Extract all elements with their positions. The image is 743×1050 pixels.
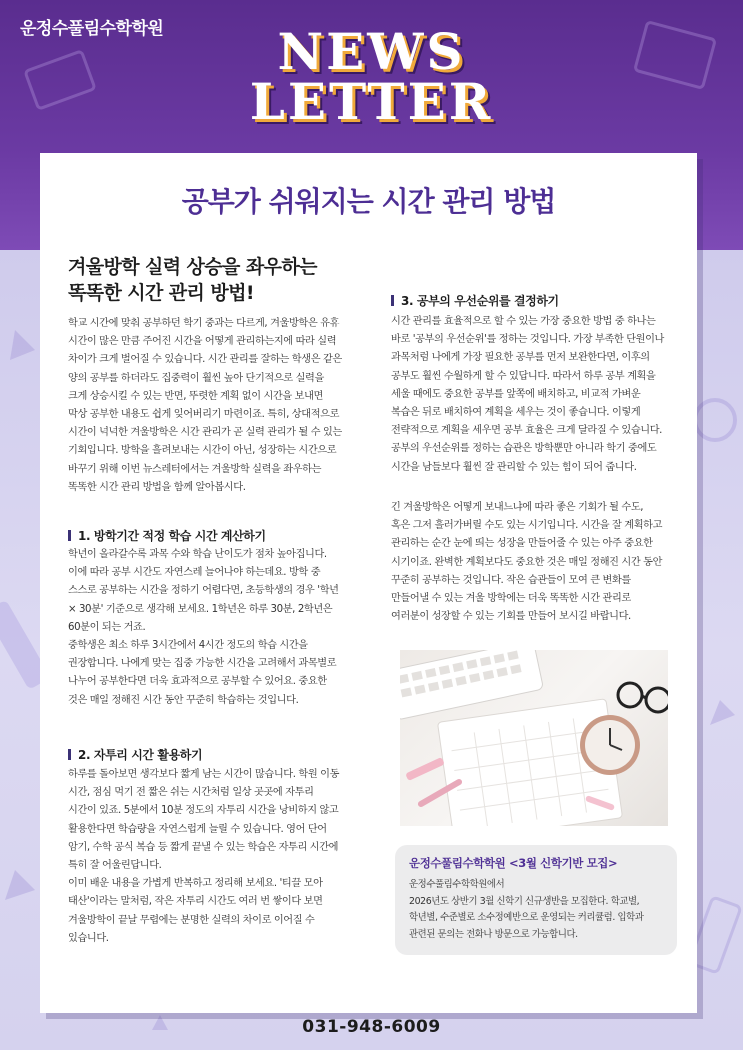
text-line: 이에 따라 공부 시간도 자연스레 늘어나야 하는데요. 방학 중: [68, 567, 321, 579]
text-line: 과목처럼 나에게 가장 필요한 공부를 먼저 보완한다면, 이후의: [391, 352, 650, 364]
text-line: 시간을 남들보다 훨씬 잘 관리할 수 있는 힘이 되어 줍니다.: [391, 461, 637, 473]
text-line: 나누어 공부한다면 더욱 효과적으로 공부할 수 있어요. 중요한: [68, 676, 327, 688]
text-line: 혹은 그저 흘러가버릴 수도 있는 시기입니다. 시간을 잘 계획하고: [391, 520, 663, 532]
text-line: 학교 시간에 맞춰 공부하던 학기 중과는 다르게, 겨울방학은 유휴: [68, 318, 340, 329]
section1-heading: [68, 527, 360, 544]
text-line: 전략적으로 계획을 세우면 공부 효율은 크게 달라질 수 있습니다.: [391, 425, 663, 437]
masthead-news: NEWS: [277, 22, 466, 81]
text-line: 바꾸기 위해 이번 뉴스레터에서는 겨울방학 실력을 좌우하는: [68, 463, 322, 475]
text-line: 시간이 있죠. 5분에서 10분 정도의 자투리 시간을 낭비하지 않고: [68, 805, 339, 817]
text-line: 긴 겨울방학은 어떻게 보내느냐에 따라 좋은 기회가 될 수도,: [391, 502, 644, 513]
text-line: 기회입니다. 방학을 흘려보내는 시간이 아닌, 성장하는 시간으로: [68, 445, 337, 457]
text-line: 시간이 넉넉한 겨울방학은 시간 관리가 곧 실력 관리가 될 수 있는: [68, 427, 342, 439]
academy-logo: 운정수풀림수학학원: [20, 19, 164, 39]
text-line: 양의 공부를 하더라도 집중력이 훨씬 높아 단기적으로 실력을: [68, 372, 324, 384]
text-line: 관련된 문의는 전화나 방문으로 가능합니다.: [409, 928, 578, 940]
text-line: 시기이죠. 완벽한 계획보다도 중요한 것은 매일 정해진 시간 동안: [391, 556, 663, 568]
closing-paragraph: [391, 499, 678, 626]
text-line: 세울 때에도 중요한 공부를 앞쪽에 배치하고, 비교적 가벼운: [391, 388, 641, 400]
desk-calendar-photo: [400, 650, 668, 826]
section-heading-text: 1. 방학기간 적정 학습 시간 계산하기: [78, 529, 266, 543]
text-line: 활용한다면 학습량을 자연스럽게 늘릴 수 있습니다. 영어 단어: [68, 823, 327, 835]
desk-calendar-illustration-icon: [400, 650, 668, 826]
text-line: × 30분' 기준으로 생각해 보세요. 1학년은 하루 30분, 2학년은: [68, 603, 333, 615]
text-line: 만들어낼 수 있는 겨울 방학에는 더욱 똑똑한 시간 관리로: [391, 593, 631, 605]
text-line: 있습니다.: [68, 932, 109, 944]
text-line: 학년이 올라갈수록 과목 수와 학습 난이도가 점차 높아집니다.: [68, 549, 327, 560]
section-heading-text: 2. 자투리 시간 활용하기: [78, 748, 203, 762]
text-line: 복습은 뒤로 배치하여 계획을 세우는 것이 좋습니다. 이렇게: [391, 407, 641, 419]
text-line: 운정수풀림수학학원에서: [409, 879, 505, 890]
text-line: 크게 상승시킬 수 있는 반면, 뚜렷한 계획 없이 시간을 보내면: [68, 390, 323, 402]
intro-heading: [68, 254, 368, 306]
phone-number: 031-948-6009: [302, 1017, 441, 1037]
text-line: 태산'이라는 말처럼, 작은 자투리 시간도 여러 번 쌓이다 보면: [68, 896, 323, 908]
section1-paragraph: [68, 546, 360, 710]
section-marker-icon: [68, 749, 71, 760]
text-line: 겨울방학이 끝날 무렵에는 분명한 실력의 차이로 이어질 수: [68, 914, 315, 926]
text-line: 특히 잘 어울린답니다.: [68, 860, 162, 872]
section3-paragraph: [391, 313, 678, 477]
notice-brand: 운정수풀림수학학원: [409, 856, 506, 870]
page-title: 공부가 쉬워지는 시간 관리 방법: [181, 185, 556, 218]
section-heading-text: 3. 공부의 우선순위를 결정하기: [401, 294, 559, 308]
masthead-letter: LETTER: [249, 72, 494, 131]
notice-text: [409, 877, 663, 943]
section2-heading: [68, 746, 360, 763]
intro-paragraph: [68, 315, 360, 497]
section3-heading: [391, 292, 678, 309]
text-line: 이미 배운 내용을 가볍게 반복하고 정리해 보세요. '티끌 모아: [68, 878, 323, 890]
text-line: 바로 '공부의 우선순위'를 정하는 것입니다. 가장 부족한 단원이나: [391, 334, 664, 346]
text-line: 똑똑한 시간 관리 방법을 함께 알아봅시다.: [68, 481, 246, 493]
enrollment-notice-box: [395, 845, 677, 955]
text-line: 암기, 수학 공식 복습 등 짧게 끝낼 수 있는 학습은 자투리 시간에: [68, 841, 339, 853]
notice-title: [409, 855, 663, 871]
text-line: 공부도 훨씬 수월하게 할 수 있답니다. 따라서 하루 공부 계획을: [391, 370, 656, 382]
section2-paragraph: [68, 766, 360, 948]
text-line: 권장합니다. 나에게 맞는 집중 가능한 시간을 고려해서 과목별로: [68, 658, 337, 670]
text-line: 차이가 크게 벌어질 수 있습니다. 시간 관리를 잘하는 학생은 같은: [68, 354, 342, 366]
text-line: 중학생은 최소 하루 3시간에서 4시간 정도의 학습 시간을: [68, 640, 308, 652]
section-marker-icon: [391, 295, 394, 306]
text-line: 관리하는 순간 눈에 띄는 성장을 만들어줄 수 있는 아주 중요한: [391, 538, 653, 550]
text-line: 시간이 많은 만큼 주어진 시간을 어떻게 관리하는지에 따라 실력: [68, 336, 337, 348]
text-line: 하루를 돌아보면 생각보다 짧게 남는 시간이 많습니다. 학원 이동: [68, 769, 340, 780]
text-line: 60분이 되는 거죠.: [68, 621, 146, 633]
intro-heading-line: 똑똑한 시간 관리 방법!: [68, 282, 254, 304]
text-line: 학년별, 수준별로 소수정예반으로 운영되는 커리큘럼. 입학과: [409, 912, 644, 924]
text-line: 스스로 공부하는 시간을 정하기 어렵다면, 초등학생의 경우 '학년: [68, 585, 339, 597]
text-line: 2026년도 상반기 3월 신학기 신규생반을 모집한다. 학교별,: [409, 895, 640, 907]
text-line: 시간 관리를 효율적으로 할 수 있는 가장 중요한 방법 중 하나는: [391, 316, 656, 327]
text-line: 시간, 점심 먹기 전 짧은 쉬는 시간처럼 일상 곳곳에 자투리: [68, 787, 314, 799]
text-line: 것은 매일 정해진 시간 동안 꾸준히 학습하는 것입니다.: [68, 694, 299, 706]
text-line: 공부의 우선순위를 정하는 습관은 방학뿐만 아니라 학기 중에도: [391, 443, 657, 455]
text-line: 막상 공부한 내용도 쉽게 잊어버리기 마련이죠. 특히, 상대적으로: [68, 409, 340, 421]
text-line: 꾸준히 공부하는 것입니다. 작은 습관들이 모여 큰 변화를: [391, 574, 631, 586]
intro-heading-line: 겨울방학 실력 상승을 좌우하는: [68, 256, 317, 278]
text-line: 여러분이 성장할 수 있는 기회를 만들어 보시길 바랍니다.: [391, 611, 631, 623]
section-marker-icon: [68, 530, 71, 541]
notice-event: <3월 신학기반 모집>: [509, 856, 618, 870]
